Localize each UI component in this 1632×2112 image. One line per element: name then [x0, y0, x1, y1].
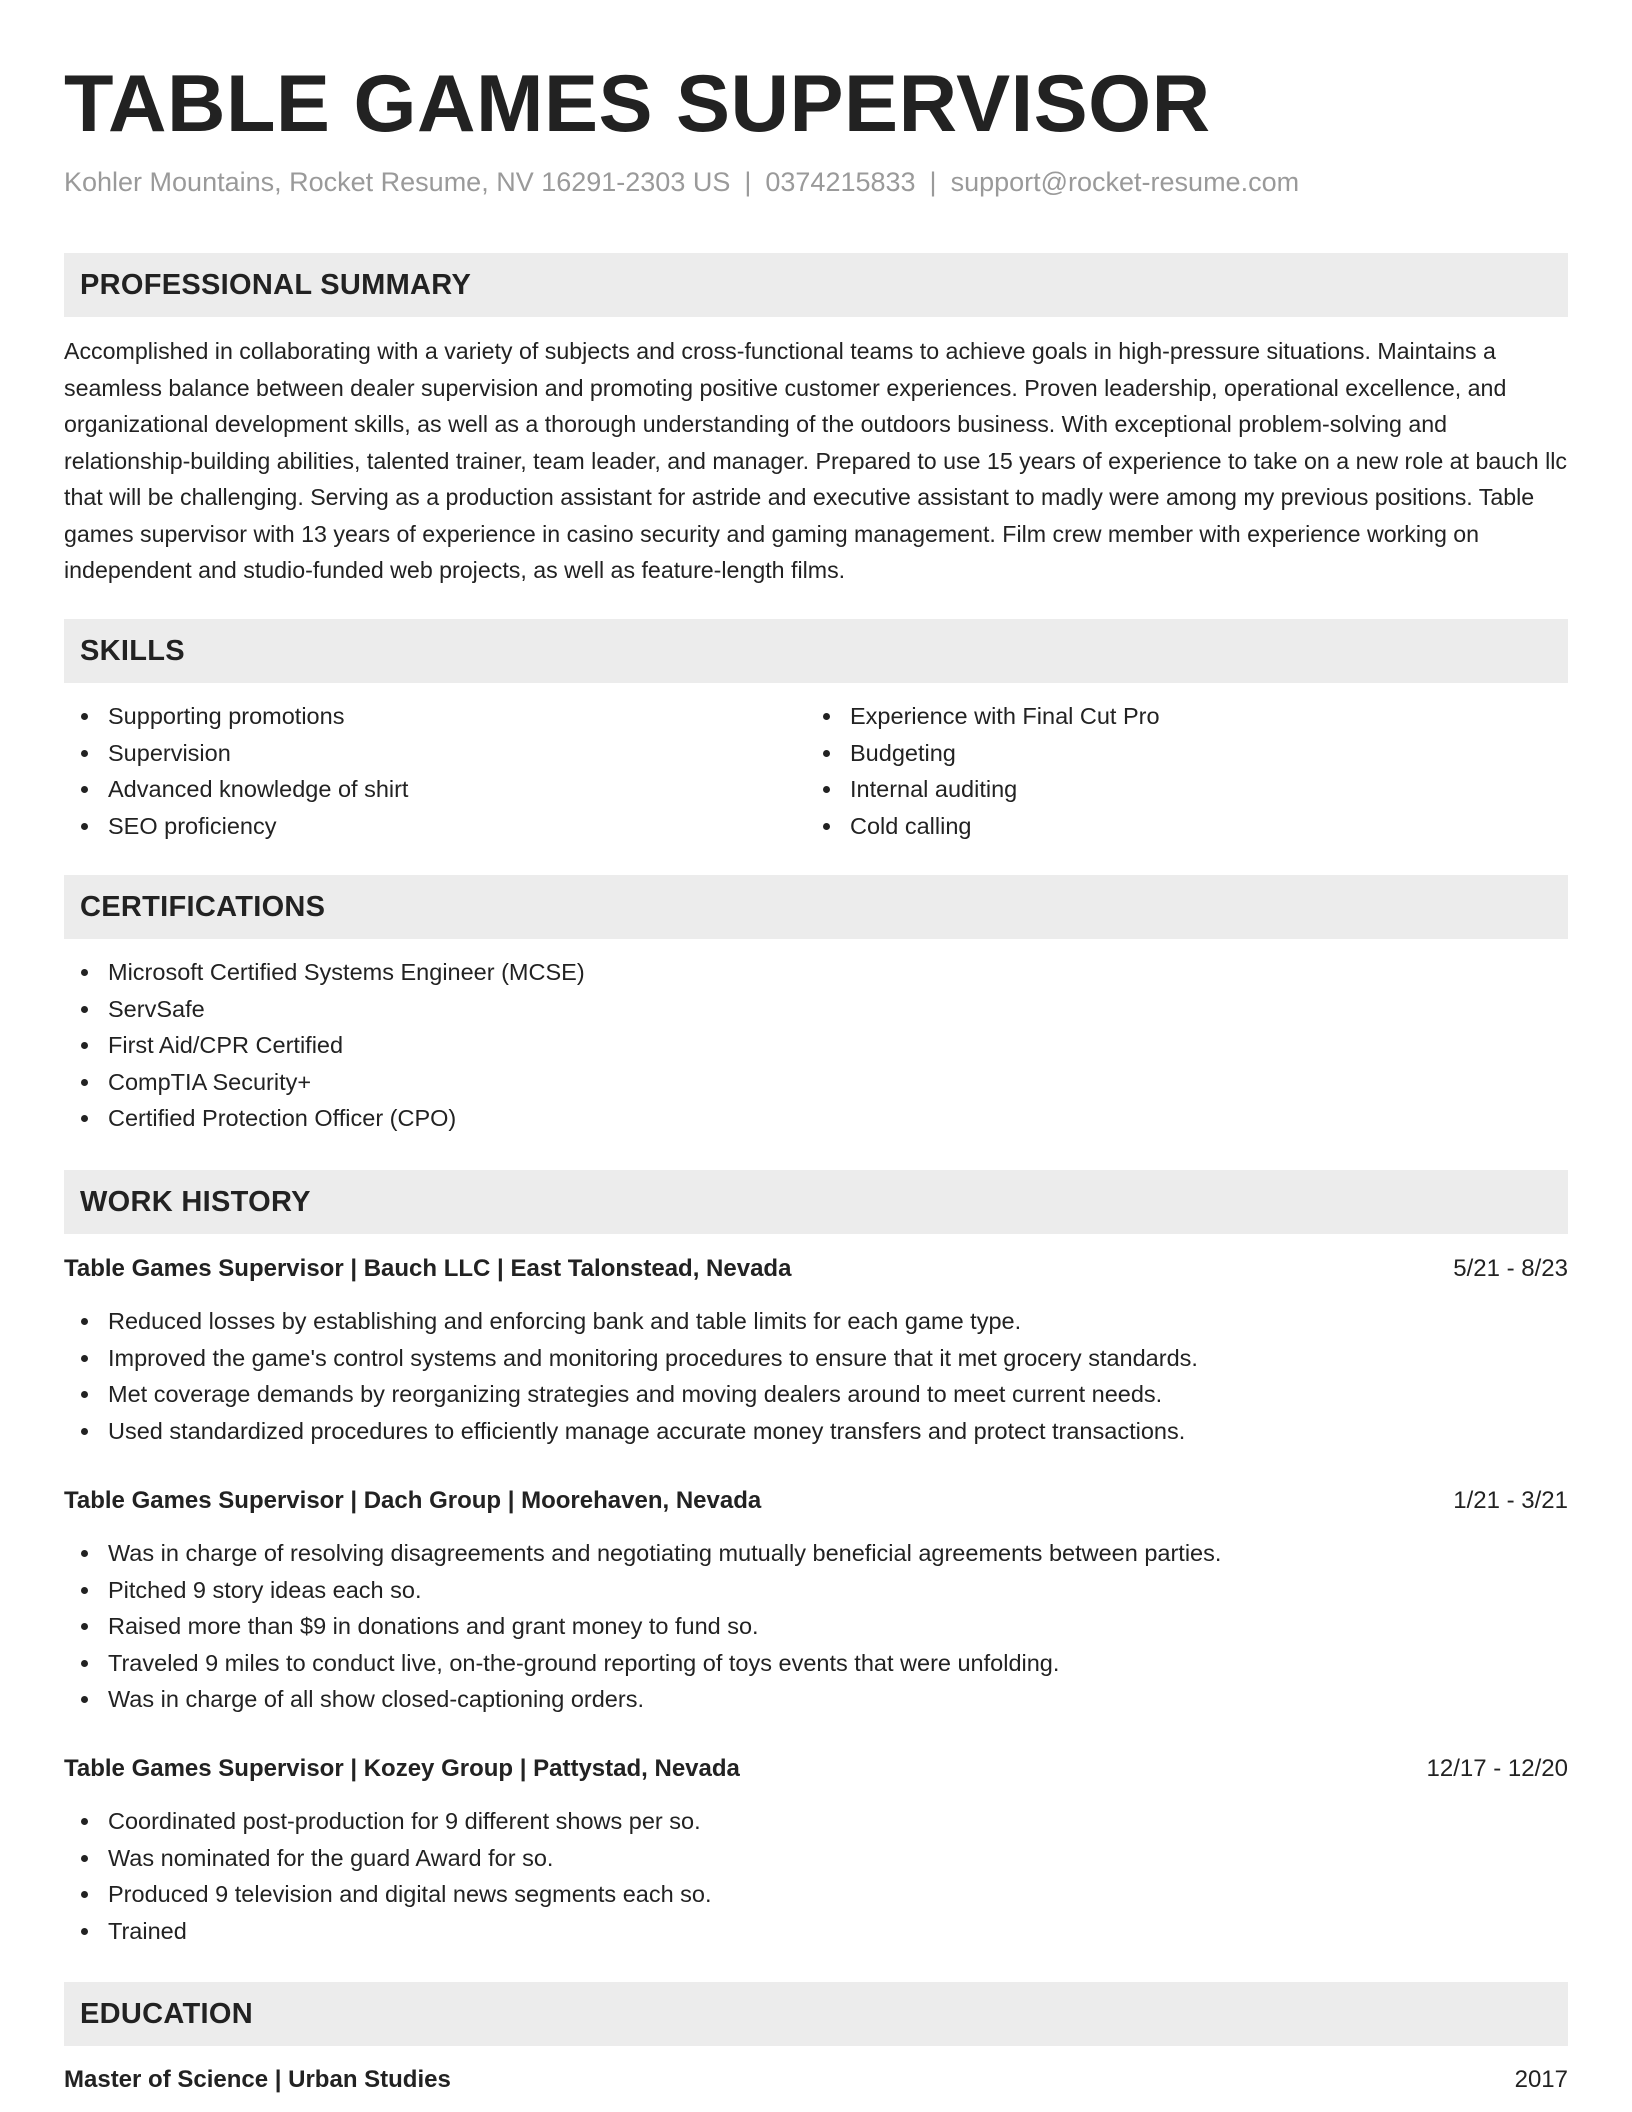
contact-email: support@rocket-resume.com	[950, 167, 1300, 197]
list-item: First Aid/CPR Certified	[64, 1027, 585, 1064]
contact-address: Kohler Mountains, Rocket Resume, NV 16291-2303 US	[64, 167, 731, 197]
section-header-summary: PROFESSIONAL SUMMARY	[64, 253, 1568, 317]
list-item: Raised more than $9 in donations and grant money to fund so.	[64, 1608, 1221, 1645]
contact-separator: |	[929, 167, 937, 197]
list-item: Supervision	[64, 735, 408, 772]
section-header-education: EDUCATION	[64, 1982, 1568, 2046]
job-heading: Table Games Supervisor | Dach Group | Moorehaven, Nevada	[64, 1487, 762, 1514]
list-item: Advanced knowledge of shirt	[64, 771, 408, 808]
list-item: Coordinated post-production for 9 different shows per so.	[64, 1803, 712, 1840]
list-item: Internal auditing	[806, 771, 1160, 808]
certifications-list	[64, 954, 585, 1137]
list-item: Pitched 9 story ideas each so.	[64, 1572, 1221, 1609]
job-dates: 5/21 - 8/23	[1453, 1255, 1568, 1282]
list-item: Supporting promotions	[64, 698, 408, 735]
list-item: SEO proficiency	[64, 808, 408, 845]
skills-list-right	[806, 698, 1160, 844]
list-item: ServSafe	[64, 991, 585, 1028]
list-item: Certified Protection Officer (CPO)	[64, 1100, 585, 1137]
job-dates: 1/21 - 3/21	[1453, 1487, 1568, 1514]
list-item: Reduced losses by establishing and enforcing bank and table limits for each game type.	[64, 1303, 1198, 1340]
list-item: Used standardized procedures to efficiently manage accurate money transfers and protect transactions.	[64, 1413, 1198, 1450]
education-year: 2017	[1514, 2066, 1568, 2093]
summary-text: Accomplished in collaborating with a variety of subjects and cross-functional teams to achieve goals in high-pressure situations. Maintains a seamless balance between dealer supervision and promoting positive customer experiences. Proven leadership, operational excellence, and organizational development skills, as well as a thorough understanding of the outdoors business. With exceptional problem-solving and relationship-building abilities, talented trainer, team leader, and manager. Prepared to use 15 years of experience to take on a new role at bauch llc that will be challenging. Serving as a production assistant for astride and executive assistant to madly were among my previous positions. Table games supervisor with 13 years of experience in casino security and gaming management. Film crew member with experience working on independent and studio-funded web projects, as well as feature-length films.	[64, 338, 1567, 583]
list-item: Improved the game's control systems and monitoring procedures to ensure that it met grocery standards.	[64, 1340, 1198, 1377]
list-item: CompTIA Security+	[64, 1064, 585, 1101]
list-item: Produced 9 television and digital news segments each so.	[64, 1876, 712, 1913]
job-bullets	[64, 1303, 1198, 1449]
list-item: Experience with Final Cut Pro	[806, 698, 1160, 735]
section-header-skills: SKILLS	[64, 619, 1568, 683]
job-dates: 12/17 - 12/20	[1426, 1755, 1568, 1782]
section-header-work-history: WORK HISTORY	[64, 1170, 1568, 1234]
job-bullets	[64, 1803, 712, 1949]
contact-line	[64, 167, 1299, 198]
contact-separator: |	[744, 167, 752, 197]
education-degree: Master of Science | Urban Studies	[64, 2066, 451, 2093]
list-item: Was in charge of all show closed-captioning orders.	[64, 1681, 1221, 1718]
list-item: Budgeting	[806, 735, 1160, 772]
job-bullets	[64, 1535, 1221, 1718]
list-item: Was nominated for the guard Award for so.	[64, 1840, 712, 1877]
list-item: Met coverage demands by reorganizing strategies and moving dealers around to meet current needs.	[64, 1376, 1198, 1413]
list-item: Cold calling	[806, 808, 1160, 845]
job-heading: Table Games Supervisor | Bauch LLC | East Talonstead, Nevada	[64, 1255, 792, 1282]
list-item: Trained	[64, 1913, 712, 1950]
list-item: Microsoft Certified Systems Engineer (MCSE)	[64, 954, 585, 991]
job-heading: Table Games Supervisor | Kozey Group | Pattystad, Nevada	[64, 1755, 740, 1782]
list-item: Was in charge of resolving disagreements and negotiating mutually beneficial agreements between parties.	[64, 1535, 1221, 1572]
contact-phone: 0374215833	[765, 167, 916, 197]
resume-name: TABLE GAMES SUPERVISOR	[64, 59, 1211, 149]
skills-list-left	[64, 698, 408, 844]
list-item: Traveled 9 miles to conduct live, on-the-ground reporting of toys events that were unfolding.	[64, 1645, 1221, 1682]
section-header-certifications: CERTIFICATIONS	[64, 875, 1568, 939]
